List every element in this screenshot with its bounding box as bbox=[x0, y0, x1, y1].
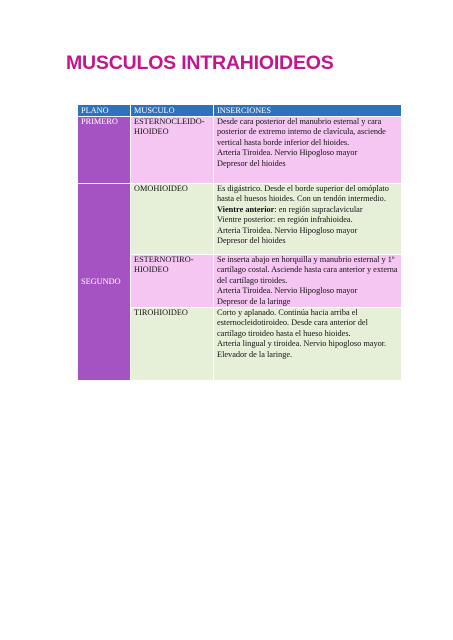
inserciones-text: Corto y aplanado. Continúa hacia arriba el esternocleidotiroideo. Desde cara anterior del cartílago tiroideo hasta el hueso hioides. bbox=[217, 308, 368, 338]
plano-segundo: SEGUNDO bbox=[78, 184, 131, 381]
table-row bbox=[78, 184, 402, 255]
inserciones-cell bbox=[214, 255, 402, 308]
inserciones-text: Arteria Tiroidea. Nervio Hipogloso mayor bbox=[217, 148, 358, 158]
musculo-cell: ESTERNOCLEIDO-HIOIDEO bbox=[131, 117, 214, 184]
musculo-cell: OMOHIOIDEO bbox=[131, 184, 214, 255]
musculo-cell: TIROHIOIDEO bbox=[131, 308, 214, 381]
inserciones-text: Arteria lingual y tiroidea. Nervio hipogloso mayor. bbox=[217, 339, 387, 349]
table-header-row bbox=[78, 105, 402, 117]
inserciones-text: Arteria Tiroidea. Nervio Hipogloso mayor bbox=[217, 286, 358, 296]
vientre-anterior-text: : en región supraclavicular bbox=[274, 204, 363, 214]
plano-primero: PRIMERO bbox=[78, 117, 131, 184]
inserciones-cell bbox=[214, 308, 402, 381]
inserciones-text: Arteria Tiroidea. Nervio Hipogloso mayor bbox=[217, 225, 358, 235]
header-plano: PLANO bbox=[78, 105, 131, 117]
vientre-anterior-label: Vientre anterior bbox=[217, 204, 275, 214]
inserciones-text: Vientre posterior: en región infrahioidea. bbox=[217, 215, 353, 225]
inserciones-text bbox=[217, 205, 398, 215]
inserciones-text: Desde cara posterior del manubrio esternal y cara posterior de extremo interno de clavícula, asciende vertical hasta borde inferior del hioides. bbox=[217, 117, 386, 147]
inserciones-text: Es digástrico. Desde el borde superior del omóplato hasta el huesos hioides. Con un tendón intermedio. bbox=[217, 184, 389, 204]
header-inserciones: INSERCIONES bbox=[214, 105, 402, 117]
inserciones-text: Depresor del hioides bbox=[217, 236, 286, 246]
inserciones-text: Depresor de la laringe bbox=[217, 296, 291, 306]
table-row bbox=[78, 117, 402, 184]
page-title: MUSCULOS INTRAHIOIDEOS bbox=[66, 52, 334, 74]
inserciones-text: Depresor del hioides bbox=[217, 158, 286, 168]
musculo-cell: ESTERNOTIRO-HIOIDEO bbox=[131, 255, 214, 308]
inserciones-text: Elevador de la laringe. bbox=[217, 349, 293, 359]
inserciones-text: Se inserta abajo en horquilla y manubrio esternal y 1º cartílago costal. Asciende hasta cara anterior y externa del cartílago tiroides. bbox=[217, 255, 398, 285]
inserciones-cell bbox=[214, 184, 402, 255]
inserciones-cell bbox=[214, 117, 402, 184]
muscles-table bbox=[77, 104, 402, 381]
header-musculo: MUSCULO bbox=[131, 105, 214, 117]
